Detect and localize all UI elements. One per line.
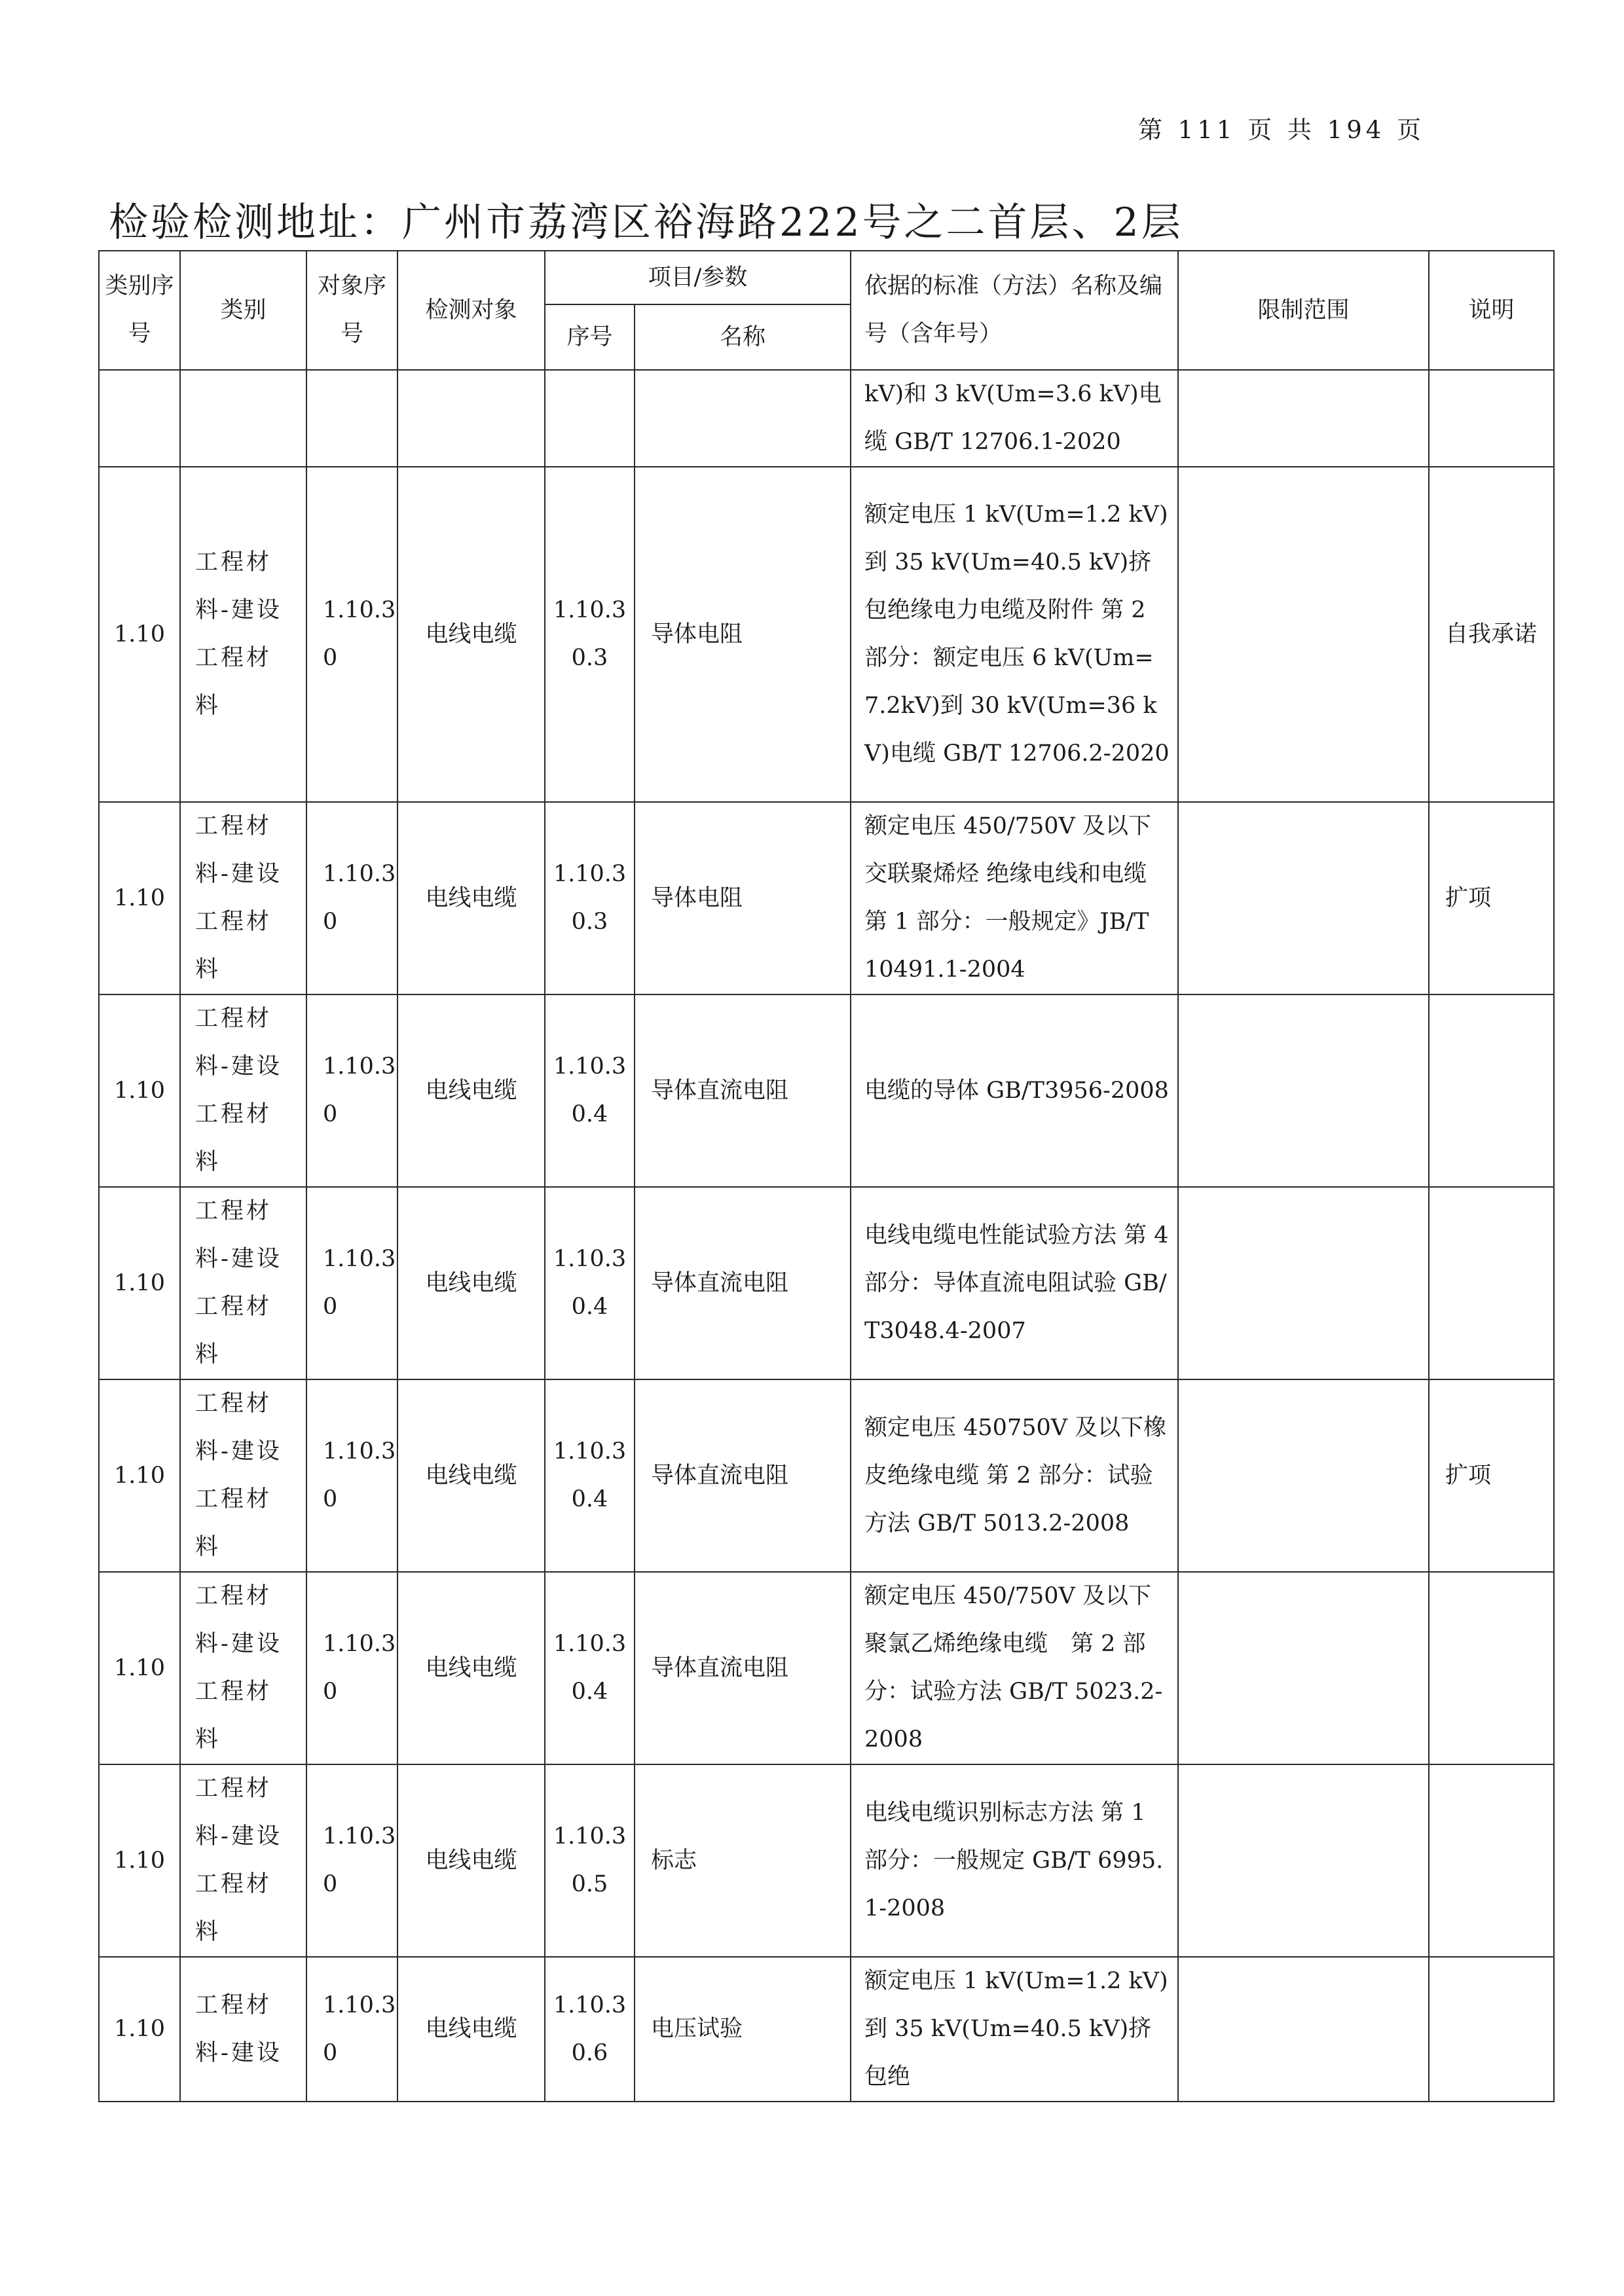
- cell-category: 工程材料-建设工程材料: [180, 1572, 306, 1764]
- cell-object: 电线电缆: [397, 1957, 545, 2102]
- cell-object: 电线电缆: [397, 467, 545, 802]
- cell-note: 扩项: [1429, 1379, 1554, 1572]
- cell-object-no: 1.10.30: [306, 1572, 397, 1764]
- cell-object-no: 1.10.30: [306, 467, 397, 802]
- header-item-no: 序号: [545, 304, 635, 370]
- cell-object-no: 1.10.30: [306, 1187, 397, 1379]
- header-category-no: 类别序号: [99, 251, 180, 370]
- cell-category: 工程材料-建设工程材料: [180, 1379, 306, 1572]
- cell-standard: 电缆的导体 GB/T3956-2008: [851, 994, 1178, 1187]
- cell-item-name: 标志: [635, 1764, 851, 1957]
- table-row: [99, 1957, 1554, 2102]
- cell-standard: 额定电压 1 kV(Um=1.2 kV)到 35 kV(Um=40.5 kV)挤包绝: [851, 1957, 1178, 2102]
- header-item-param: 项目/参数: [545, 251, 851, 304]
- cell-limit: [1178, 1957, 1429, 2102]
- cell-item-name: 导体电阻: [635, 467, 851, 802]
- page-number: 第 111 页 共 194 页: [1138, 116, 1426, 144]
- cell-empty: [306, 370, 397, 467]
- cell-standard: 额定电压 450/750V 及以下聚氯乙烯绝缘电缆 第 2 部分：试验方法 GB/T 5023.2-2008: [851, 1572, 1178, 1764]
- cell-limit: [1178, 1187, 1429, 1379]
- cell-empty: [545, 370, 635, 467]
- header-object: 检测对象: [397, 251, 545, 370]
- cell-limit: [1178, 467, 1429, 802]
- cell-note: [1429, 1764, 1554, 1957]
- table-row: [99, 1572, 1554, 1764]
- table-row: [99, 1379, 1554, 1572]
- cell-empty: [180, 370, 306, 467]
- header-standard: 依据的标准（方法）名称及编号（含年号）: [851, 251, 1178, 370]
- cell-category: 工程材料-建设工程材料: [180, 467, 306, 802]
- cell-object: 电线电缆: [397, 1764, 545, 1957]
- cell-category-no: 1.10: [99, 1379, 180, 1572]
- table-row: [99, 1187, 1554, 1379]
- cell-note: [1429, 1572, 1554, 1764]
- table-row-continuation: [99, 370, 1554, 467]
- cell-item-name: 导体直流电阻: [635, 1572, 851, 1764]
- cell-category-no: 1.10: [99, 1572, 180, 1764]
- cell-item-name: 导体直流电阻: [635, 1187, 851, 1379]
- cell-limit: [1178, 1379, 1429, 1572]
- header-item-name: 名称: [635, 304, 851, 370]
- cell-standard: 额定电压 1 kV(Um=1.2 kV)到 35 kV(Um=40.5 kV)挤包绝缘电力电缆及附件 第 2 部分：额定电压 6 kV(Um=7.2kV)到 30 kV(Um=36 kV)电缆 GB/T 12706.2-2020: [851, 467, 1178, 802]
- cell-object-no: 1.10.30: [306, 1764, 397, 1957]
- cell-limit: [1178, 1764, 1429, 1957]
- cell-item-no: 1.10.30.4: [545, 1187, 635, 1379]
- cell-limit: [1178, 994, 1429, 1187]
- cell-object: 电线电缆: [397, 1187, 545, 1379]
- page-title: 检验检测地址：广州市荔湾区裕海路222号之二首层、2层: [109, 200, 1183, 246]
- cell-note: [1429, 994, 1554, 1187]
- cell-object-no: 1.10.30: [306, 802, 397, 994]
- cell-category-no: 1.10: [99, 1764, 180, 1957]
- header-note: 说明: [1429, 251, 1554, 370]
- cell-standard: kV)和 3 kV(Um=3.6 kV)电缆 GB/T 12706.1-2020: [851, 370, 1178, 467]
- cell-category: 工程材料-建设工程材料: [180, 994, 306, 1187]
- cell-limit: [1178, 802, 1429, 994]
- cell-note: 自我承诺: [1429, 467, 1554, 802]
- cell-empty: [635, 370, 851, 467]
- cell-item-name: 电压试验: [635, 1957, 851, 2102]
- cell-note: [1429, 370, 1554, 467]
- cell-category-no: 1.10: [99, 802, 180, 994]
- cell-object: 电线电缆: [397, 1379, 545, 1572]
- cell-limit: [1178, 1572, 1429, 1764]
- cell-category-no: 1.10: [99, 1957, 180, 2102]
- cell-object-no: 1.10.30: [306, 1379, 397, 1572]
- cell-item-no: 1.10.30.3: [545, 467, 635, 802]
- header-limit: 限制范围: [1178, 251, 1429, 370]
- cell-object: 电线电缆: [397, 802, 545, 994]
- cell-category-no: 1.10: [99, 994, 180, 1187]
- cell-category: 工程材料-建设工程材料: [180, 1764, 306, 1957]
- table-row: [99, 994, 1554, 1187]
- test-scope-table: [98, 250, 1555, 2102]
- cell-category-no: 1.10: [99, 467, 180, 802]
- cell-note: 扩项: [1429, 802, 1554, 994]
- cell-object-no: 1.10.30: [306, 1957, 397, 2102]
- cell-item-no: 1.10.30.4: [545, 994, 635, 1187]
- cell-empty: [99, 370, 180, 467]
- cell-category: 工程材料-建设工程材料: [180, 1187, 306, 1379]
- cell-empty: [397, 370, 545, 467]
- cell-standard: 电线电缆电性能试验方法 第 4 部分：导体直流电阻试验 GB/T3048.4-2007: [851, 1187, 1178, 1379]
- cell-item-name: 导体直流电阻: [635, 994, 851, 1187]
- header-object-no: 对象序号: [306, 251, 397, 370]
- table-row: [99, 1764, 1554, 1957]
- cell-object: 电线电缆: [397, 1572, 545, 1764]
- cell-item-name: 导体电阻: [635, 802, 851, 994]
- cell-object: 电线电缆: [397, 994, 545, 1187]
- cell-standard: 额定电压 450750V 及以下橡皮绝缘电缆 第 2 部分：试验方法 GB/T 5013.2-2008: [851, 1379, 1178, 1572]
- cell-category: 工程材料-建设工程材料: [180, 802, 306, 994]
- cell-standard: 额定电压 450/750V 及以下交联聚烯烃 绝缘电线和电缆 第 1 部分：一般规定》JB/T 10491.1-2004: [851, 802, 1178, 994]
- cell-note: [1429, 1187, 1554, 1379]
- cell-limit: [1178, 370, 1429, 467]
- cell-standard: 电线电缆识别标志方法 第 1 部分：一般规定 GB/T 6995.1-2008: [851, 1764, 1178, 1957]
- cell-category: 工程材料-建设: [180, 1957, 306, 2102]
- cell-item-name: 导体直流电阻: [635, 1379, 851, 1572]
- header-row: [99, 251, 1554, 304]
- cell-note: [1429, 1957, 1554, 2102]
- cell-item-no: 1.10.30.4: [545, 1572, 635, 1764]
- cell-item-no: 1.10.30.3: [545, 802, 635, 994]
- cell-object-no: 1.10.30: [306, 994, 397, 1187]
- header-category: 类别: [180, 251, 306, 370]
- cell-category-no: 1.10: [99, 1187, 180, 1379]
- table-row: [99, 467, 1554, 802]
- cell-item-no: 1.10.30.5: [545, 1764, 635, 1957]
- table-row: [99, 802, 1554, 994]
- cell-item-no: 1.10.30.4: [545, 1379, 635, 1572]
- cell-item-no: 1.10.30.6: [545, 1957, 635, 2102]
